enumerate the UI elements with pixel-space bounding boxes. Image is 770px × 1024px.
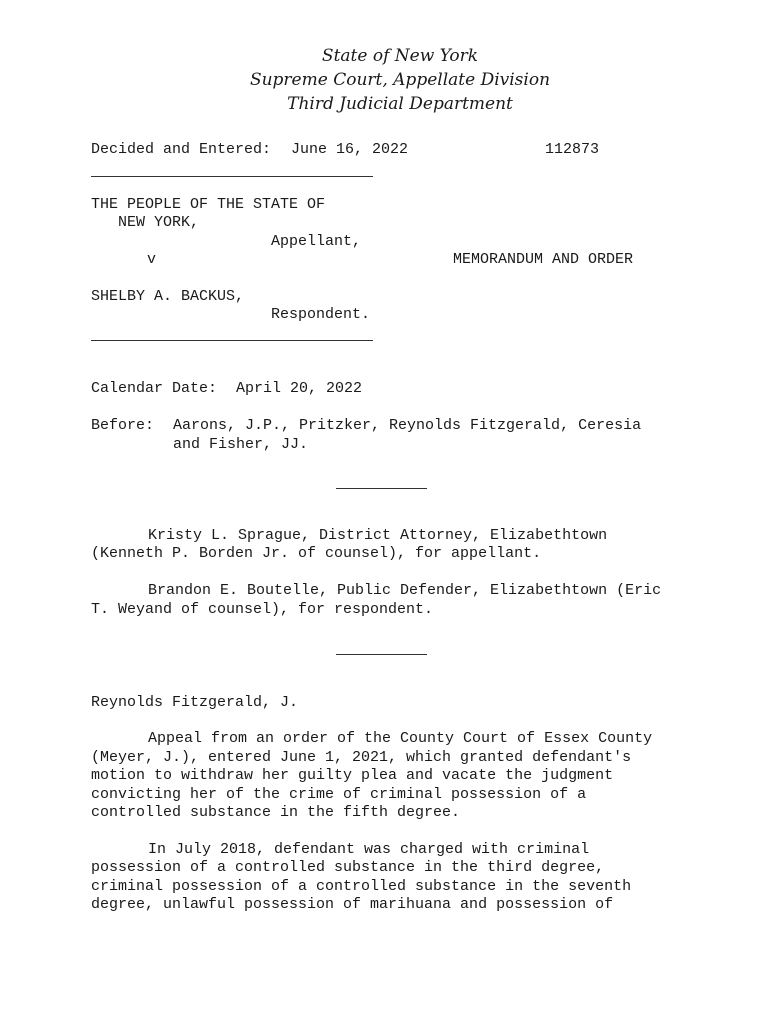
paragraph-2-line: degree, unlawful possession of marihuana and possession of — [91, 896, 614, 913]
paragraph-2-line: criminal possession of a controlled substance in the seventh — [91, 878, 632, 895]
respondent-role: Respondent. — [271, 306, 371, 323]
decided-label: Decided and Entered: — [91, 141, 272, 158]
calendar-label: Calendar Date: — [91, 380, 218, 397]
appellant-role: Appellant, — [271, 233, 362, 250]
header-department: Third Judicial Department — [287, 94, 513, 114]
caption-top-rule — [91, 176, 373, 177]
appellant-counsel-line2: (Kenneth P. Borden Jr. of counsel), for appellant. — [91, 545, 542, 562]
calendar-date: April 20, 2022 — [236, 380, 363, 397]
paragraph-1-line: controlled substance in the fifth degree. — [91, 804, 461, 821]
appellant-name-line1: THE PEOPLE OF THE STATE OF — [91, 196, 326, 213]
respondent-counsel-line1: Brandon E. Boutelle, Public Defender, Elizabethtown (Eric — [148, 582, 662, 599]
docket-number: 112873 — [545, 141, 600, 158]
court-header — [0, 44, 770, 116]
paragraph-2-line: In July 2018, defendant was charged with criminal — [148, 841, 590, 858]
paragraph-1-line: (Meyer, J.), entered June 1, 2021, which granted defendant's — [91, 749, 632, 766]
section-divider-1 — [336, 488, 427, 489]
caption-bottom-rule — [91, 340, 373, 341]
paragraph-1-line: Appeal from an order of the County Court of Essex County — [148, 730, 653, 747]
before-label: Before: — [91, 417, 155, 434]
paragraph-2-line: possession of a controlled substance in the third degree, — [91, 859, 605, 876]
opinion-author: Reynolds Fitzgerald, J. — [91, 694, 299, 711]
header-court: Supreme Court, Appellate Division — [249, 70, 551, 90]
versus: v — [147, 251, 157, 268]
respondent-name: SHELBY A. BACKUS, — [91, 288, 245, 305]
paragraph-1-line: motion to withdraw her guilty plea and vacate the judgment — [91, 767, 614, 784]
decided-date: June 16, 2022 — [291, 141, 409, 158]
before-justices-line2: and Fisher, JJ. — [173, 436, 309, 453]
before-justices-line1: Aarons, J.P., Pritzker, Reynolds Fitzgerald, Ceresia — [173, 417, 642, 434]
appellant-counsel-line1: Kristy L. Sprague, District Attorney, Elizabethtown — [148, 527, 608, 544]
document-type: MEMORANDUM AND ORDER — [453, 251, 634, 268]
header-state: State of New York — [321, 46, 479, 66]
paragraph-1-line: convicting her of the crime of criminal possession of a — [91, 786, 587, 803]
appellant-name-line2: NEW YORK, — [118, 214, 200, 231]
respondent-counsel-line2: T. Weyand of counsel), for respondent. — [91, 601, 434, 618]
section-divider-2 — [336, 654, 427, 655]
